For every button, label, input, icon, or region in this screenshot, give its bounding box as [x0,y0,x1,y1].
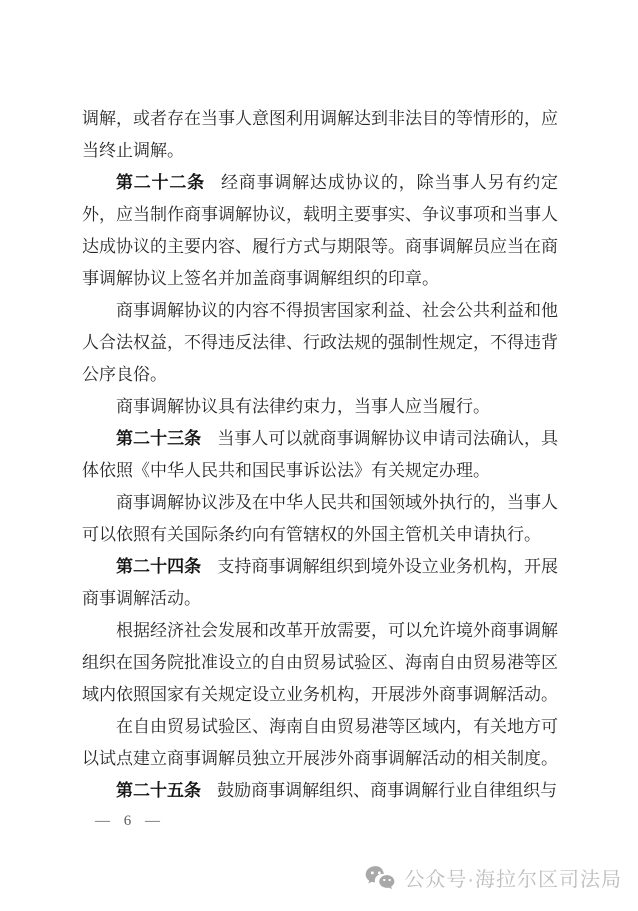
article-number: 第二十五条 [116,781,201,800]
paragraph [82,711,558,775]
wechat-watermark [365,863,622,892]
wechat-icon [365,865,395,891]
paragraph [82,295,558,391]
paragraph-text: 经商事调解达成协议的，除当事人另有约定外，应当制作商事调解协议，载明主要事实、争议事项和当事人达成协议的主要内容、履行方式与期限等。商事调解员应当在商事调解协议上签名并加盖商事调解组织的印章。 [82,173,559,288]
paragraph-article-24 [82,551,558,615]
paragraph-text: 当事人可以就商事调解协议申请司法确认，具体依照《中华人民共和国民事诉讼法》有关规定办理。 [82,429,559,480]
document-body [82,103,558,807]
paragraph [82,391,558,423]
wechat-account-label: 公众号·海拉尔区司法局 [404,869,622,891]
paragraph-text: 根据经济社会发展和改革开放需要，可以允许境外商事调解组织在国务院批准设立的自由贸易试验区、海南自由贸易港等区域内依照国家有关规定设立业务机构，开展涉外商事调解活动。 [82,621,558,704]
paragraph-article-23 [82,423,558,487]
paragraph-text: 调解，或者存在当事人意图利用调解达到非法目的等情形的，应当终止调解。 [82,109,558,160]
paragraph-text: 鼓励商事调解组织、商事调解行业自律组织与 [217,781,558,800]
paragraph-text: 支持商事调解组织到境外设立业务机构，开展商事调解活动。 [82,557,559,608]
paragraph-text: 商事调解协议具有法律约束力，当事人应当履行。 [116,397,490,416]
article-number: 第二十二条 [116,173,205,192]
article-number: 第二十四条 [116,557,202,576]
paragraph-text: 在自由贸易试验区、海南自由贸易港等区域内，有关地方可以试点建立商事调解员独立开展涉外商事调解活动的相关制度。 [82,717,558,768]
paragraph [82,487,558,551]
paragraph-article-25 [82,775,558,807]
paragraph-text: 商事调解协议涉及在中华人民共和国领域外执行的，当事人可以依照有关国际条约向有管辖权的外国主管机关申请执行。 [82,493,558,544]
paragraph-text: 商事调解协议的内容不得损害国家利益、社会公共利益和他人合法权益，不得违反法律、行政法规的强制性规定，不得违背公序良俗。 [82,301,558,384]
paragraph-continuation [82,103,558,167]
article-number: 第二十三条 [116,429,202,448]
paragraph [82,615,558,711]
paragraph-article-22 [82,167,558,295]
page-number: — 6 — [95,813,165,829]
